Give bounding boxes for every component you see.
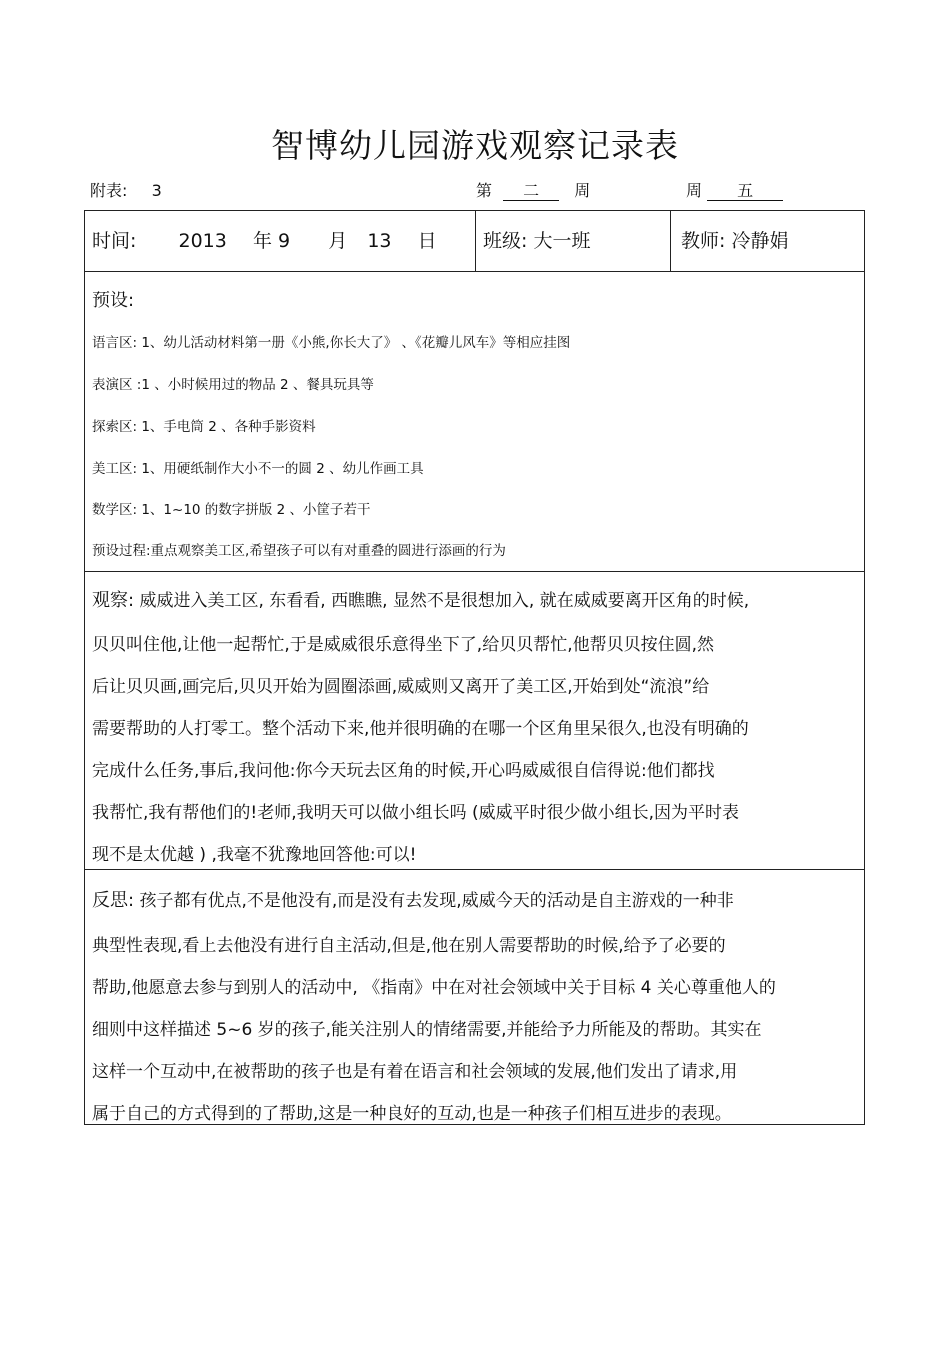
- teacher-value: 冷静娟: [731, 230, 789, 252]
- day-field: [686, 178, 783, 201]
- preset-line: 表演区 :1 、小时候用过的物品 2 、餐具玩具等: [92, 377, 374, 393]
- preset-line: 探索区: 1、手电筒 2 、各种手影资料: [92, 419, 316, 435]
- observation-row-bottom: [85, 869, 864, 870]
- reflection-line: 属于自己的方式得到的了帮助,这是一种良好的互动,也是一种孩子们相互进步的表现。: [92, 1104, 732, 1124]
- observation-line: 后让贝贝画,画完后,贝贝开始为圆圈添画,威威则又离开了美工区,开始到处“流浪”给: [92, 677, 710, 697]
- week-prefix: 第: [476, 181, 493, 200]
- reflection-line: 孩子都有优点,不是他没有,而是没有去发现,威威今天的活动是自主游戏的一种非: [139, 891, 734, 911]
- observation-first-line: [92, 586, 749, 612]
- appendix-label: 附表:: [90, 181, 128, 200]
- day-of-month-value: 13: [367, 230, 392, 252]
- info-divider-1: [475, 211, 476, 271]
- class-label: 班级:: [483, 230, 528, 252]
- class-value: 大一班: [533, 230, 591, 252]
- teacher-cell: [681, 226, 788, 253]
- week-field: [476, 178, 590, 201]
- time-cell: [92, 226, 437, 253]
- day-prefix: 周: [686, 181, 703, 200]
- time-label: 时间:: [92, 230, 137, 252]
- observation-line: 贝贝叫住他,让他一起帮忙,于是威威很乐意得坐下了,给贝贝帮忙,他帮贝贝按住圆,然: [92, 635, 715, 655]
- preset-line: 数学区: 1、1~10 的数字拼版 2 、小筐子若干: [92, 502, 371, 518]
- week-suffix: 周: [574, 181, 591, 200]
- appendix-row: [90, 178, 162, 201]
- appendix-value: 3: [151, 181, 162, 200]
- month-value: 9: [278, 230, 291, 252]
- reflection-line: 帮助,他愿意去参与到别人的活动中, 《指南》中在对社会领域中关于目标 4 关心尊重他人的: [92, 978, 776, 998]
- preset-row-bottom: [85, 571, 864, 572]
- observation-line: 现不是太优越 ) ,我毫不犹豫地回答他:可以!: [92, 845, 417, 865]
- observation-heading: 观察:: [92, 590, 135, 611]
- reflection-heading: 反思:: [92, 890, 135, 911]
- year-value: 2013: [178, 230, 227, 252]
- reflection-line: 典型性表现,看上去他没有进行自主活动,但是,他在别人需要帮助的时候,给予了必要的: [92, 936, 726, 956]
- teacher-label: 教师:: [681, 230, 726, 252]
- preset-line: 预设过程:重点观察美工区,希望孩子可以有对重叠的圆进行添画的行为: [92, 543, 506, 559]
- reflection-line: 这样一个互动中,在被帮助的孩子也是有着在语言和社会领域的发展,他们发出了请求,用: [92, 1062, 738, 1082]
- observation-line: 我帮忙,我有帮他们的!老师,我明天可以做小组长吗 (威威平时很少做小组长,因为平时表: [92, 803, 740, 823]
- preset-heading: 预设:: [92, 290, 135, 311]
- day-unit: 日: [417, 230, 437, 252]
- month-unit: 月: [328, 230, 348, 252]
- day-value: 五: [707, 182, 783, 201]
- page-title: 智博幼儿园游戏观察记录表: [271, 126, 679, 165]
- preset-line: 美工区: 1、用硬纸制作大小不一的圆 2 、幼儿作画工具: [92, 461, 424, 477]
- record-table: [84, 210, 865, 1125]
- observation-line: 需要帮助的人打零工。整个活动下来,他并很明确的在哪一个区角里呆很久,也没有明确的: [92, 719, 749, 739]
- info-row-bottom: [85, 271, 864, 272]
- reflection-line: 细则中这样描述 5~6 岁的孩子,能关注别人的情绪需要,并能给予力所能及的帮助。其实在: [92, 1020, 762, 1040]
- observation-line: 完成什么任务,事后,我问他:你今天玩去区角的时候,开心吗威威很自信得说:他们都找: [92, 761, 715, 781]
- reflection-first-line: [92, 886, 734, 912]
- week-value: 二: [503, 182, 559, 201]
- observation-line: 威威进入美工区, 东看看, 西瞧瞧, 显然不是很想加入, 就在威威要离开区角的时候,: [139, 591, 750, 611]
- info-divider-2: [670, 211, 671, 271]
- class-cell: [483, 226, 590, 253]
- year-unit: 年: [252, 230, 272, 252]
- preset-line: 语言区: 1、幼儿活动材料第一册《小熊,你长大了》 、《花瓣儿风车》等相应挂图: [92, 335, 571, 351]
